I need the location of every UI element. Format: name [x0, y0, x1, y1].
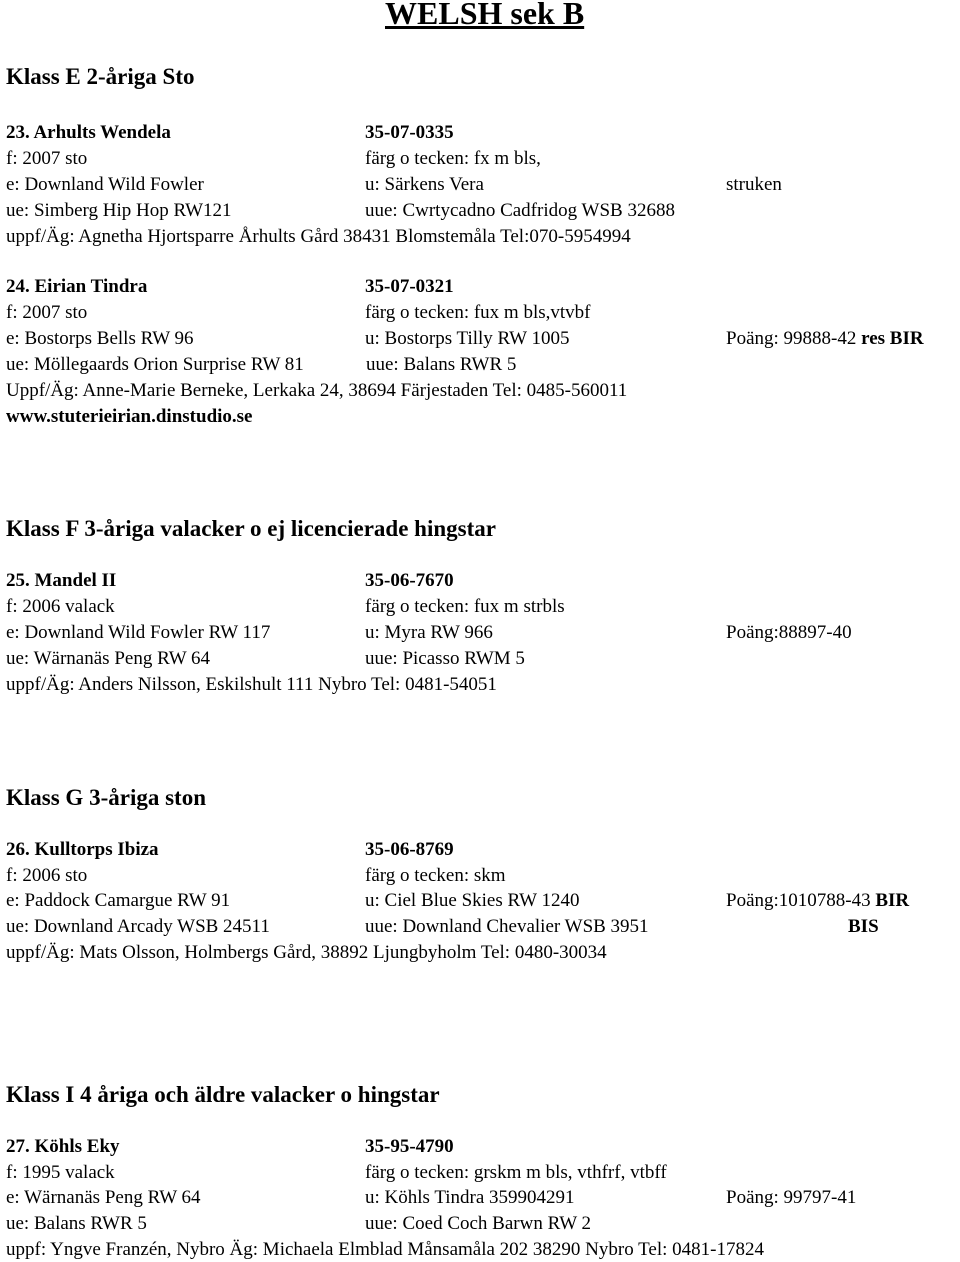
entry-27-name: 27. Köhls Eky: [6, 1136, 120, 1157]
entry-25-dam-sire: ue: Wärnanäs Peng RW 64: [6, 648, 211, 669]
class-heading-i: Klass I 4 åriga och äldre valacker o hingstar: [6, 1082, 440, 1107]
entry-25-sire: e: Downland Wild Fowler RW 117: [6, 622, 271, 643]
entry-23-sire: e: Downland Wild Fowler: [6, 174, 204, 195]
entry-25-name: 25. Mandel II: [6, 570, 117, 591]
entry-27-reg: 35-95-4790: [365, 1136, 454, 1157]
entry-23-dam: u: Särkens Vera: [365, 174, 484, 195]
entry-24-reg: 35-07-0321: [365, 276, 454, 297]
entry-26-reg: 35-06-8769: [365, 839, 454, 860]
entry-25-color: färg o tecken: fux m strbls: [365, 596, 565, 617]
entry-24-owner: Uppf/Äg: Anne-Marie Berneke, Lerkaka 24, 38694 Färjestaden Tel: 0485-560011: [6, 380, 628, 401]
entry-24-dam-grandsire: uue: Balans RWR 5: [366, 354, 517, 375]
entry-27-sire: e: Wärnanäs Peng RW 64: [6, 1187, 201, 1208]
entry-23-dam-sire: ue: Simberg Hip Hop RW121: [6, 200, 232, 221]
entry-24-dam: u: Bostorps Tilly RW 1005: [365, 328, 570, 349]
entry-25-owner: uppf/Äg: Anders Nilsson, Eskilshult 111 Nybro Tel: 0481-54051: [6, 674, 497, 695]
entry-24-score: Poäng: 99888-42: [726, 328, 857, 349]
entry-24-award: res BIR: [861, 328, 924, 349]
entry-24-color: färg o tecken: fux m bls,vtvbf: [365, 302, 591, 323]
class-heading-g: Klass G 3-åriga ston: [6, 785, 206, 810]
entry-23-birth: f: 2007 sto: [6, 148, 88, 169]
entry-25-birth: f: 2006 valack: [6, 596, 115, 617]
entry-24-score-line: [726, 329, 924, 348]
entry-26-owner: uppf/Äg: Mats Olsson, Holmbergs Gård, 38892 Ljungbyholm Tel: 0480-30034: [6, 942, 607, 963]
entry-27-birth: f: 1995 valack: [6, 1162, 115, 1183]
entry-27-dam-sire: ue: Balans RWR 5: [6, 1213, 147, 1234]
entry-26-score-line: [726, 891, 909, 910]
entry-27-owner: uppf: Yngve Franzén, Nybro Äg: Michaela Elmblad Månsamåla 202 38290 Nybro Tel: 0481-17824: [6, 1239, 764, 1260]
entry-26-dam-grandsire: uue: Downland Chevalier WSB 3951: [365, 916, 649, 937]
entry-25-dam: u: Myra RW 966: [365, 622, 493, 643]
entry-26-dam-sire: ue: Downland Arcady WSB 24511: [6, 916, 270, 937]
entry-26-award-bis: BIS: [848, 916, 879, 937]
entry-24-dam-sire: ue: Möllegaards Orion Surprise RW 81: [6, 354, 304, 375]
entry-23-dam-grandsire: uue: Cwrtycadno Cadfridog WSB 32688: [365, 200, 675, 221]
entry-26-birth: f: 2006 sto: [6, 865, 88, 886]
entry-26-color: färg o tecken: skm: [365, 865, 506, 886]
entry-25-score: Poäng:88897-40: [726, 622, 852, 643]
entry-23-owner: uppf/Äg: Agnetha Hjortsparre Århults Gård 38431 Blomstemåla Tel:070-5954994: [6, 226, 631, 247]
entry-27-score: Poäng: 99797-41: [726, 1187, 857, 1208]
class-heading-e: Klass E 2-åriga Sto: [6, 64, 195, 89]
entry-23-name: 23. Arhults Wendela: [6, 122, 171, 143]
entry-24-sire: e: Bostorps Bells RW 96: [6, 328, 194, 349]
entry-25-reg: 35-06-7670: [365, 570, 454, 591]
entry-26-award: BIR: [875, 890, 910, 911]
entry-26-sire: e: Paddock Camargue RW 91: [6, 890, 231, 911]
page-title: WELSH sek B: [385, 0, 585, 31]
entry-23-status: struken: [726, 174, 782, 195]
entry-26-score: Poäng:1010788-43: [726, 890, 871, 911]
entry-26-dam: u: Ciel Blue Skies RW 1240: [365, 890, 580, 911]
entry-24-website[interactable]: www.stuterieirian.dinstudio.se: [6, 406, 253, 427]
entry-26-name: 26. Kulltorps Ibiza: [6, 839, 159, 860]
entry-23-reg: 35-07-0335: [365, 122, 454, 143]
entry-27-color: färg o tecken: grskm m bls, vthfrf, vtbff: [365, 1162, 667, 1183]
entry-24-name: 24. Eirian Tindra: [6, 276, 148, 297]
entry-27-dam: u: Köhls Tindra 359904291: [365, 1187, 575, 1208]
entry-27-dam-grandsire: uue: Coed Coch Barwn RW 2: [365, 1213, 592, 1234]
entry-24-birth: f: 2007 sto: [6, 302, 88, 323]
class-heading-f: Klass F 3-åriga valacker o ej licencierade hingstar: [6, 516, 496, 541]
entry-25-dam-grandsire: uue: Picasso RWM 5: [365, 648, 525, 669]
entry-23-color: färg o tecken: fx m bls,: [365, 148, 541, 169]
